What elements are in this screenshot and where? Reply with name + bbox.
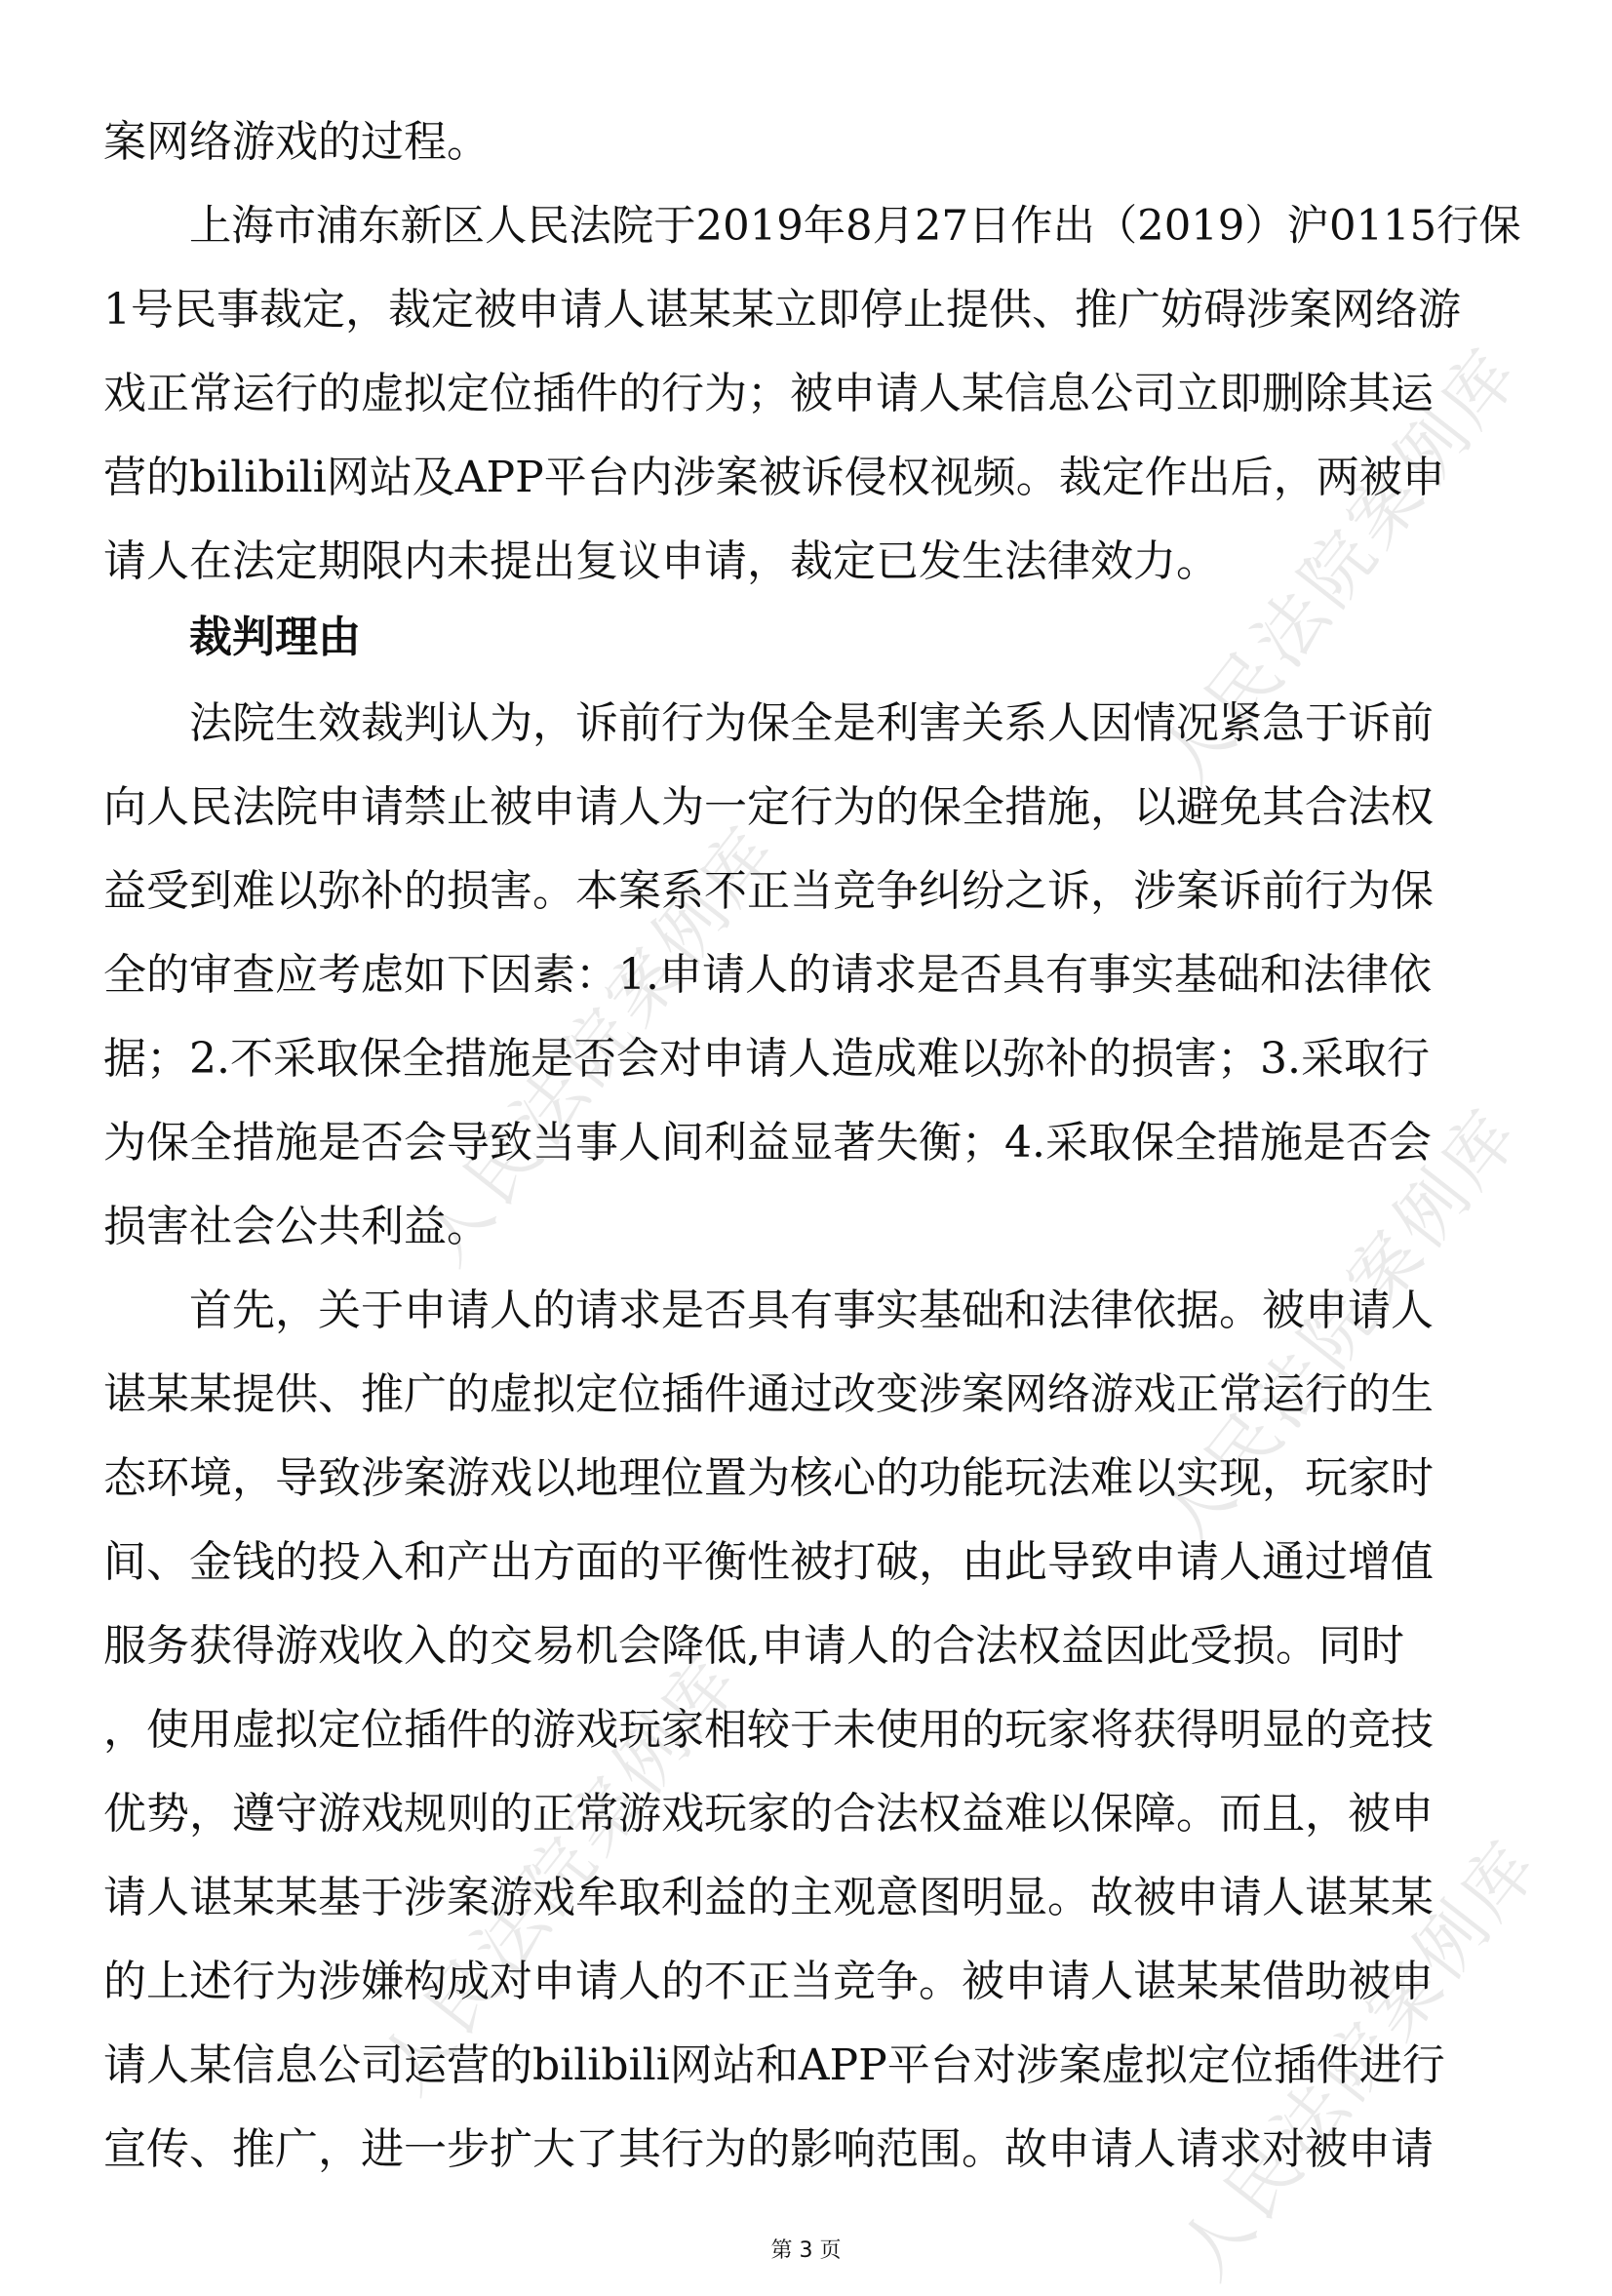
body-line-20: ，使用虚拟定位插件的游戏玩家相较于未使用的玩家将获得明显的竞技 [103, 1705, 1434, 1755]
body-line-18: 间、金钱的投入和产出方面的平衡性被打破，由此导致申请人通过增值 [103, 1537, 1434, 1587]
body-line-5: 营的bilibili网站及APP平台内涉案被诉侵权视频。裁定作出后，两被申 [103, 453, 1445, 502]
watermark-middle-right: 人民法院案例库 [1143, 1091, 1536, 1563]
body-line-14: 损害社会公共利益。 [103, 1202, 490, 1251]
body-line-22: 请人谌某某基于涉案游戏牟取利益的主观意图明显。故被申请人谌某某 [103, 1873, 1434, 1922]
body-line-3: 1号民事裁定，裁定被申请人谌某某立即停止提供、推广妨碍涉案网络游 [103, 285, 1461, 335]
watermark-bottom-right: 人民法院案例库 [1162, 1823, 1555, 2294]
page-number: 第 3 页 [770, 2238, 842, 2263]
body-line-19: 服务获得游戏收入的交易机会降低,申请人的合法权益因此受损。同时 [103, 1621, 1404, 1671]
watermark-middle-left: 人民法院案例库 [402, 809, 795, 1280]
section-heading: 裁判理由 [189, 613, 361, 662]
body-line-4: 戏正常运行的虚拟定位插件的行为；被申请人某信息公司立即删除其运 [103, 369, 1434, 418]
body-line-6: 请人在法定期限内未提出复议申请，裁定已发生法律效力。 [103, 536, 1219, 586]
body-line-11: 全的审查应考虑如下因素：1.申请人的请求是否具有事实基础和法律依 [103, 950, 1432, 1000]
body-line-9: 向人民法院申请禁止被申请人为一定行为的保全措施，以避免其合法权 [103, 782, 1434, 832]
body-line-12: 据；2.不采取保全措施是否会对申请人造成难以弥补的损害；3.采取行 [103, 1034, 1430, 1084]
body-line-16: 谌某某提供、推广的虚拟定位插件通过改变涉案网络游戏正常运行的生 [103, 1369, 1434, 1419]
body-line-13: 为保全措施是否会导致当事人间利益显著失衡；4.采取保全措施是否会 [103, 1118, 1432, 1168]
body-line-1: 案网络游戏的过程。 [103, 117, 490, 167]
body-line-25: 宣传、推广，进一步扩大了其行为的影响范围。故申请人请求对被申请 [103, 2124, 1434, 2174]
body-line-23: 的上述行为涉嫌构成对申请人的不正当竞争。被申请人谌某某借助被申 [103, 1957, 1434, 2006]
body-line-17: 态环境，导致涉案游戏以地理位置为核心的功能玩法难以实现，玩家时 [103, 1453, 1434, 1503]
body-line-15: 首先，关于申请人的请求是否具有事实基础和法律依据。被申请人 [189, 1286, 1434, 1335]
watermark-top: 人民法院案例库 [1143, 331, 1536, 802]
watermark-bottom-left: 人民法院案例库 [363, 1638, 756, 2109]
body-line-10: 益受到难以弥补的损害。本案系不正当竞争纠纷之诉，涉案诉前行为保 [103, 866, 1434, 916]
body-line-21: 优势，遵守游戏规则的正常游戏玩家的合法权益难以保障。而且，被申 [103, 1789, 1434, 1839]
body-line-8: 法院生效裁判认为，诉前行为保全是利害关系人因情况紧急于诉前 [189, 698, 1434, 748]
body-line-2: 上海市浦东新区人民法院于2019年8月27日作出（2019）沪0115行保 [189, 202, 1521, 251]
body-line-24: 请人某信息公司运营的bilibili网站和APP平台对涉案虚拟定位插件进行 [103, 2040, 1445, 2090]
